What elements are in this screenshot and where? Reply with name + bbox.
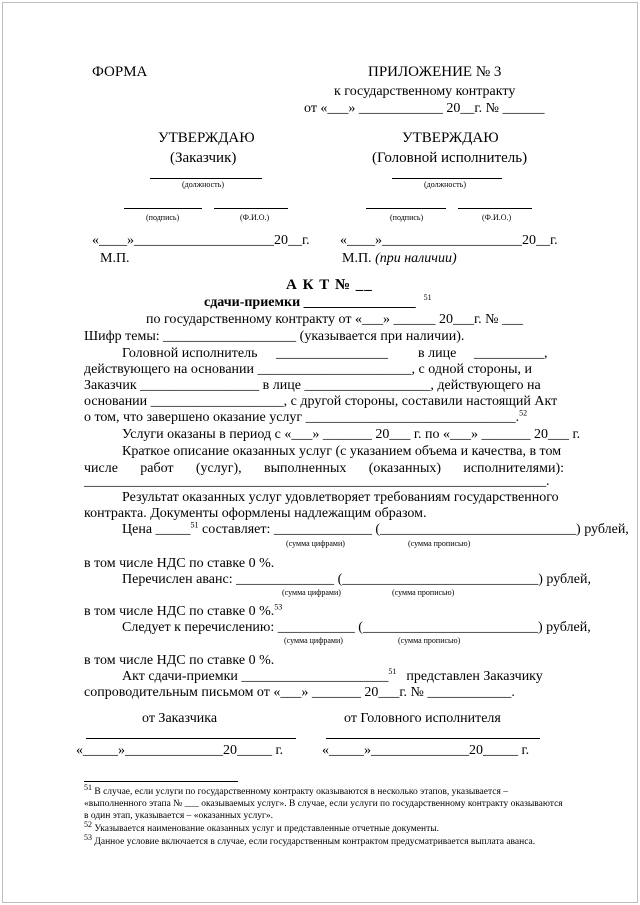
price-amount: составляет: ______________ (____________________________) рублей, [202,522,629,537]
p3-word: исполнителями): [463,461,564,476]
act-subtitle-ref: 51 [423,293,432,303]
vat-line-3: в том числе НДС по ставке 0 %. [84,653,275,668]
advance-words-caption: (сумма прописью) [392,588,455,597]
p1-line1-b: ________________ [276,346,388,361]
approve-left-name-caption: (Ф.И.О.) [240,213,270,222]
approve-right-signature-line [366,208,446,209]
p1-line5-ref: 52 [519,408,528,418]
p3-line1: Краткое описание оказанных услуг (с указанием объема и качества, в том [122,444,562,459]
appendix-title: ПРИЛОЖЕНИЕ № 3 [368,64,502,80]
footnote-53-text: Данное условие включается в случае, если государственным контрактом предусматривается выплата аванса. [94,837,536,847]
approve-left-subtitle: (Заказчик) [170,150,237,166]
service-period: Услуги оказаны в период с «___» _______ 20___ г. по «___» _______ 20___ г. [122,427,581,442]
p1-line1-c: в лице [418,346,457,361]
price-words-caption: (сумма прописью) [408,539,471,548]
approve-right-signature-caption: (подпись) [390,213,424,222]
p1-line5 [84,410,527,426]
act-subtitle [204,295,432,311]
approve-right-name-line [458,208,532,209]
cipher-line: Шифр темы: ___________________ (указывается при наличии). [84,329,465,344]
approve-left-signature-line [124,208,202,209]
footnote-53 [84,832,564,848]
footnote-51 [84,782,564,822]
approve-right-subtitle: (Головной исполнитель) [372,150,528,166]
approve-right-title: УТВЕРЖДАЮ [402,130,499,146]
p5-line1-ref: 51 [388,667,397,677]
p1-line2: действующего на основании ______________________, с одной стороны, и [84,362,532,377]
price-line [122,522,629,538]
form-label: ФОРМА [92,64,148,80]
footnote-51-number: 51 [84,782,92,792]
approve-left-stamp: М.П. [100,251,130,266]
approve-right-stamp-label: М.П. [342,251,372,266]
p1-line3: Заказчик _________________ в лице __________________, действующего на [84,378,541,393]
approve-left-date: «____»____________________20__г. [92,233,310,248]
vat-line-2 [84,604,282,620]
vat-line-2-text: в том числе НДС по ставке 0 %. [84,604,275,619]
p3-word: (оказанных) [368,461,442,476]
approve-right-position-line [392,178,502,179]
sign-left-date: «_____»______________20_____ г. [76,743,284,758]
approve-left-signature-caption: (подпись) [146,213,180,222]
advance-line: Перечислен аванс: ______________ (____________________________) рублей, [122,572,591,587]
p3-word: (услуг), [195,461,242,476]
approve-right-date: «____»____________________20__г. [340,233,558,248]
p5-line2: сопроводительным письмом от «___» _______ 20___г. № ____________. [84,685,515,700]
footnote-52-text: Указывается наименование оказанных услуг и представленные отчетные документы. [94,824,439,834]
footnote-separator [84,781,238,782]
approve-left-name-line [214,208,288,209]
footnote-51-text: В случае, если услуги по государственному контракту оказываются в несколько этапов, указывается – «выполненного этапа № ___ оказываемых услуг». В случае, если услуги по государственному контракту оказываются в один этап, указывается – «оказанных услуг». [84,787,563,821]
sign-left-line [86,738,296,739]
approve-left-position-caption: (должность) [182,180,224,189]
due-words-caption: (сумма прописью) [398,636,461,645]
p5-line1-a: Акт сдачи-приемки _____________________ [122,669,389,684]
p3-line3: __________________________________________________________________. [84,474,550,489]
p1-line1-d: __________, [474,346,548,361]
price-digits-caption: (сумма цифрами) [286,539,345,548]
act-contract-line: по государственному контракту от «___» ______ 20___г. № ___ [146,312,523,327]
price-label: Цена _____ [122,522,191,537]
approve-right-stamp-note: (при наличии) [375,251,457,266]
appendix-date-line: от «___» ____________ 20__г. № ______ [304,101,545,116]
sign-right-date: «_____»______________20_____ г. [322,743,530,758]
vat-line-1: в том числе НДС по ставке 0 %. [84,556,275,571]
due-line: Следует к перечислению: ___________ (_________________________) рублей, [122,620,591,635]
p5-line1 [122,669,543,685]
footnote-53-number: 53 [84,832,92,842]
sign-left-title: от Заказчика [142,711,218,726]
approve-left-title: УТВЕРЖДАЮ [158,130,255,146]
p1-line4: основании ___________________, с другой стороны, составили настоящий Акт [84,394,558,409]
appendix-contract: к государственному контракту [334,84,516,99]
due-digits-caption: (сумма цифрами) [284,636,343,645]
p1-line5-text: о том, что завершено оказание услуг ______________________________. [84,410,520,425]
act-title: А К Т № __ [286,277,373,293]
price-ref: 51 [190,520,199,530]
advance-digits-caption: (сумма цифрами) [282,588,341,597]
p4-line1: Результат оказанных услуг удовлетворяет требованиям государственного [122,490,559,505]
footnote-52-number: 52 [84,819,92,829]
p4-line2: контракта. Документы оформлены надлежащим образом. [84,506,427,521]
p3-word: выполненных [264,461,347,476]
approve-right-position-caption: (должность) [424,180,466,189]
sign-right-title: от Головного исполнителя [344,711,501,726]
p1-line1-a: Головной исполнитель [122,346,258,361]
approve-right-name-caption: (Ф.И.О.) [482,213,512,222]
approve-left-position-line [150,178,262,179]
act-subtitle-text: сдачи-приемки ________________ [204,295,416,310]
p3-word: числе [84,461,118,476]
p5-line1-b: представлен Заказчику [406,669,543,684]
p3-word: работ [140,461,174,476]
vat-line-2-ref: 53 [274,602,283,612]
approve-right-stamp [342,251,457,267]
sign-right-line [326,738,540,739]
footnote-52 [84,819,564,835]
